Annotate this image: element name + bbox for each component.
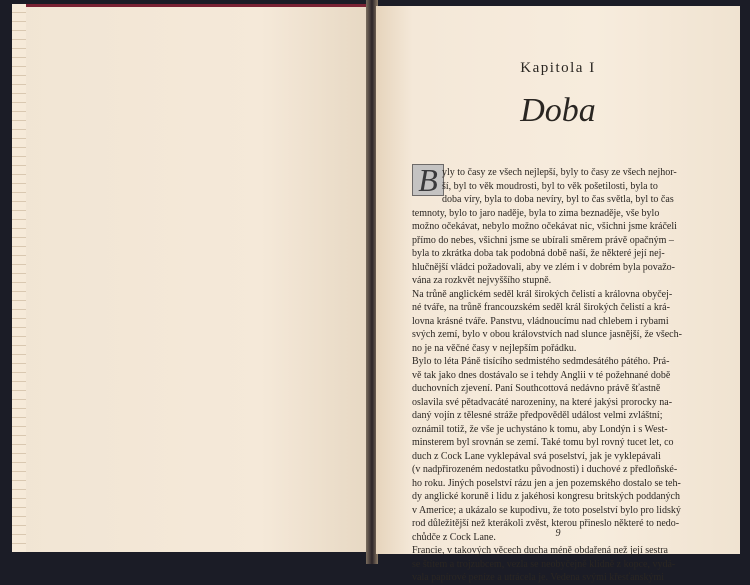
text-line: vána za rozkvět nejvyššího stupně. — [412, 275, 552, 286]
text-line: yly to časy ze všech nejlepší, byly to časy ze všech nejhor- — [442, 167, 677, 178]
text-line: duchovních zjevení. Paní Southcottová nedávno právě šťastně — [412, 383, 661, 394]
chapter-title: Doba — [520, 92, 596, 129]
text-line: Bylo to léta Páně tisícího sedmistého sedmdesátého pátého. Prá- — [412, 356, 670, 367]
text-line: byla to zkrátka doba tak podobná době naší, že některé její nej- — [412, 248, 665, 259]
text-line: vala papírové peníze a utrácela je. Vedena svými křesťanskými — [412, 572, 665, 583]
text-line: vě tak jako dnes dostávalo se i tehdy Anglii v té požehnané době — [412, 369, 671, 381]
text-line: Francie, v takových věcech ducha méně obdařená než její sestra — [412, 545, 668, 556]
text-line: ho roku. Jiných poselství rázu jen a jen pozemského dostalo se teh- — [412, 477, 681, 489]
text-line: ší, byl to věk moudrosti, byl to věk pošetilosti, byla to — [442, 180, 658, 192]
text-line: no je na věčné časy v nejlepším pořádku. — [412, 342, 577, 354]
text-line: oznámil totiž, že vše je uchystáno k tomu, aby Londýn i s West- — [412, 423, 668, 435]
text-line: doba víry, byla to doba nevíry, byl to čas světla, byl to čas — [442, 194, 674, 205]
text-line: (v nadpřirozeném nedostatku původnosti) i duchové z předloňské- — [412, 464, 678, 475]
text-line: duch z Cock Lane vyklepával svá poselství, jak je vyklepávali — [412, 450, 661, 462]
text-line: v Americe; a ukázalo se kupodivu, že toto poselství bylo pro lidský — [412, 504, 681, 516]
text-line: né tváře, na trůně francouzském seděl král širokých čelistí a krá- — [412, 302, 670, 313]
text-line: možno očekávat, nebylo možno očekávat nic, všichni jsme kráčeli — [412, 221, 677, 232]
text-line: oslavila své pětadvacáté narozeniny, na které jakýsi prorocky na- — [412, 396, 673, 408]
drop-cap: B — [412, 164, 444, 196]
left-page — [12, 4, 368, 552]
text-line: temnoty, bylo to jaro naděje, byla to zima beznaděje, vše bylo — [412, 207, 660, 219]
page-number: 9 — [555, 528, 561, 539]
text-line: Na trůně anglickém seděl král širokých čelistí a královna obyčej- — [412, 288, 673, 300]
text-line: daný vojín z tělesné stráže předpověděl událost velmi zvláštní; — [412, 410, 663, 421]
text-line: chůdče z Cock Lane. — [412, 531, 496, 543]
text-line: hlučnější vládci požadovali, aby ve zlém i v dobrém byla považo- — [412, 261, 675, 273]
text-line: lovna krásné tváře. Panstvu, vládnoucímu nad chlebem i rybami — [412, 315, 669, 327]
chapter-label: Kapitola I — [520, 60, 596, 76]
text-line: dy anglické koruně i lidu z jakéhosi kongresu britských poddaných — [412, 491, 680, 502]
left-page-edge — [12, 4, 26, 552]
left-page-top-edge — [12, 4, 368, 7]
chapter-body — [412, 166, 712, 585]
text-line: přímo do nebes, všichni jsme se ubírali směrem právě opačným – — [412, 234, 674, 246]
text-line: minsterem byl srovnán se zemí. Také tomu byl rovný tucet let, co — [412, 437, 674, 448]
text-line: rod důležitější než kterákoli zvěst, kterou přineslo některé to nedo- — [412, 518, 680, 529]
text-line: svých zemí, bylo v obou královstvích nad slunce jasnější, že všech- — [412, 329, 682, 340]
text-line: se štítem a trojzubcem, vezla se neobyčejně klidně z kopce, vydá- — [412, 558, 676, 570]
